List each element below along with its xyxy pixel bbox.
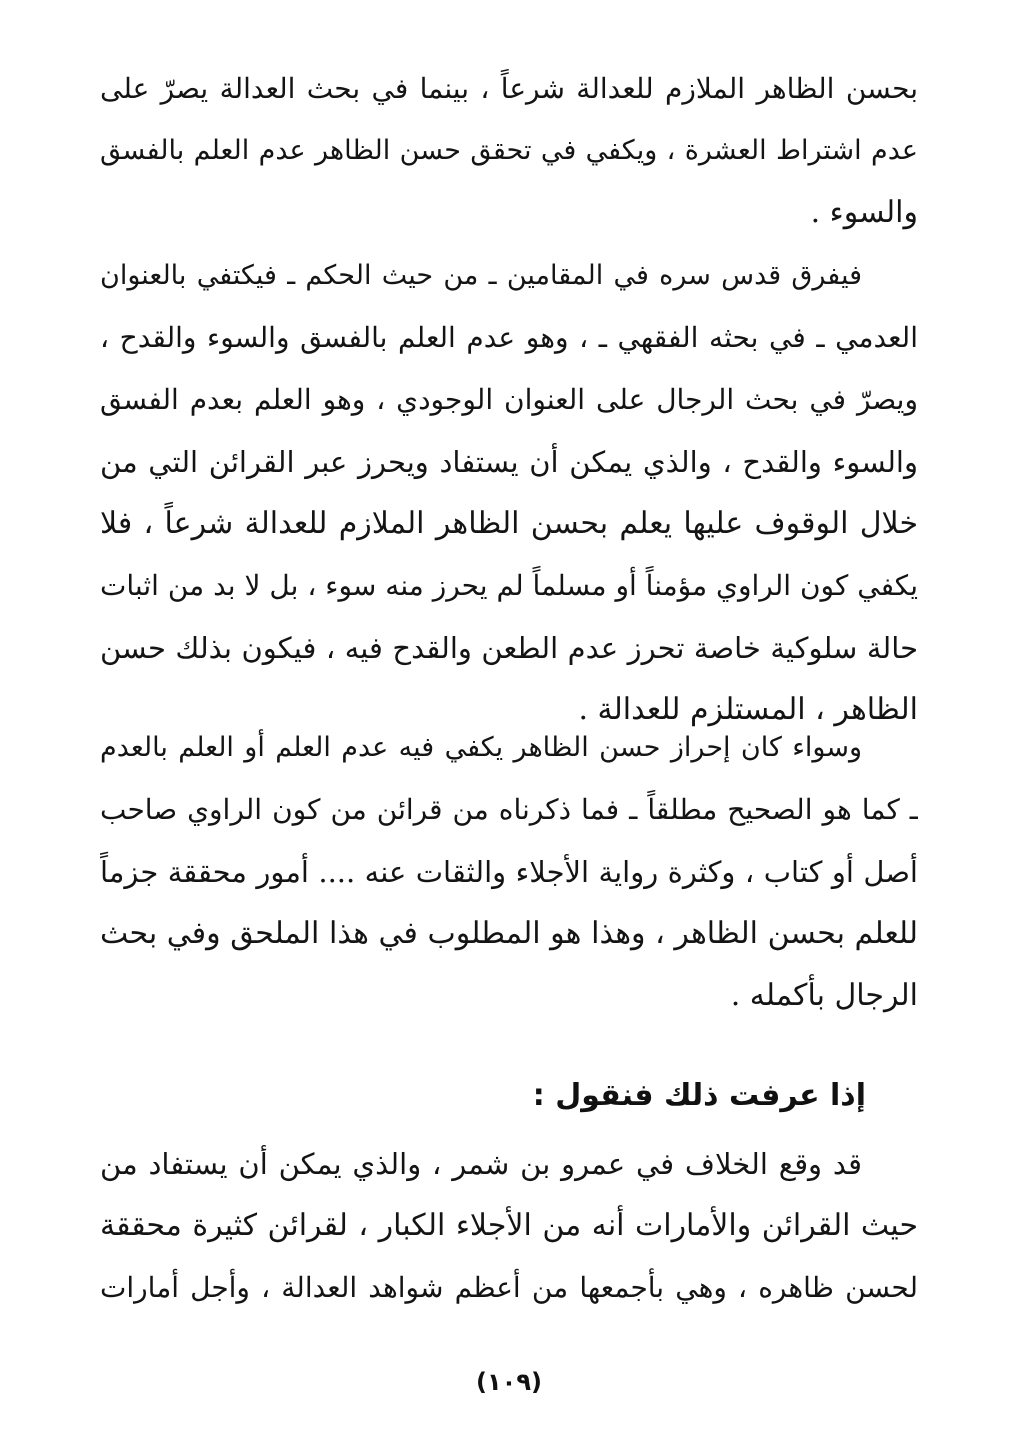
text-line: فيفرق قدس سره في المقامين ـ من حيث الحكم ـ فيكتفي بالعنوان (100, 260, 862, 291)
paragraph-conclusion (100, 717, 918, 1027)
text-line: عدم اشتراط العشرة ، ويكفي في تحقق حسن الظاهر عدم العلم بالفسق (100, 135, 918, 166)
page-number: (١٠٩) (476, 1368, 542, 1396)
text-line: ويصرّ في بحث الرجال على العنوان الوجودي ، وهو العلم بعدم الفسق (100, 383, 918, 416)
text-line: حيث القرائن والأمارات أنه من الأجلاء الكبار ، لقرائن كثيرة محققة (100, 1208, 918, 1243)
text-line: حالة سلوكية خاصة تحرز عدم الطعن والقدح فيه ، فيكون بذلك حسن (100, 631, 918, 665)
text-line: الرجال بأكمله . (730, 978, 918, 1013)
text-line: يكفي كون الراوي مؤمناً أو مسلماً لم يحرز منه سوء ، بل لا بد من اثبات (100, 569, 918, 602)
text-line: خلال الوقوف عليها يعلم بحسن الظاهر الملازم للعدالة شرعاً ، فلا (100, 506, 918, 541)
text-line: للعلم بحسن الظاهر ، وهذا هو المطلوب في هذا الملحق وفي بحث (100, 916, 918, 951)
text-line: قد وقع الخلاف في عمرو بن شمر ، والذي يمكن أن يستفاد من (100, 1147, 862, 1181)
text-line: والسوء والقدح ، والذي يمكن أن يستفاد ويحرز عبر القرائن التي من (100, 445, 918, 479)
paragraph-distinction (100, 245, 918, 741)
text-line: لحسن ظاهره ، وهي بأجمعها من أعظم شواهد العدالة ، وأجل أمارات (100, 1271, 918, 1304)
paragraph-amr-ibn-shamir (100, 1133, 918, 1319)
paragraph-continuation (100, 58, 918, 244)
text-line: ـ كما هو الصحيح مطلقاً ـ فما ذكرناه من قرائن من كون الراوي صاحب (100, 793, 918, 826)
text-line: بحسن الظاهر الملازم للعدالة شرعاً ، بينما في بحث العدالة يصرّ على (100, 72, 918, 105)
section-heading: إذا عرفت ذلك فنقول : (532, 1078, 866, 1113)
text-line: والسوء . (810, 195, 918, 230)
text-line: العدمي ـ في بحثه الفقهي ـ ، وهو عدم العلم بالفسق والسوء والقدح ، (100, 321, 918, 354)
text-line: الظاهر ، المستلزم للعدالة . (578, 692, 918, 727)
text-line: وسواء كان إحراز حسن الظاهر يكفي فيه عدم العلم أو العلم بالعدم (100, 732, 862, 763)
text-line: أصل أو كتاب ، وكثرة رواية الأجلاء والثقات عنه .... أمور محققة جزماً (100, 855, 918, 889)
